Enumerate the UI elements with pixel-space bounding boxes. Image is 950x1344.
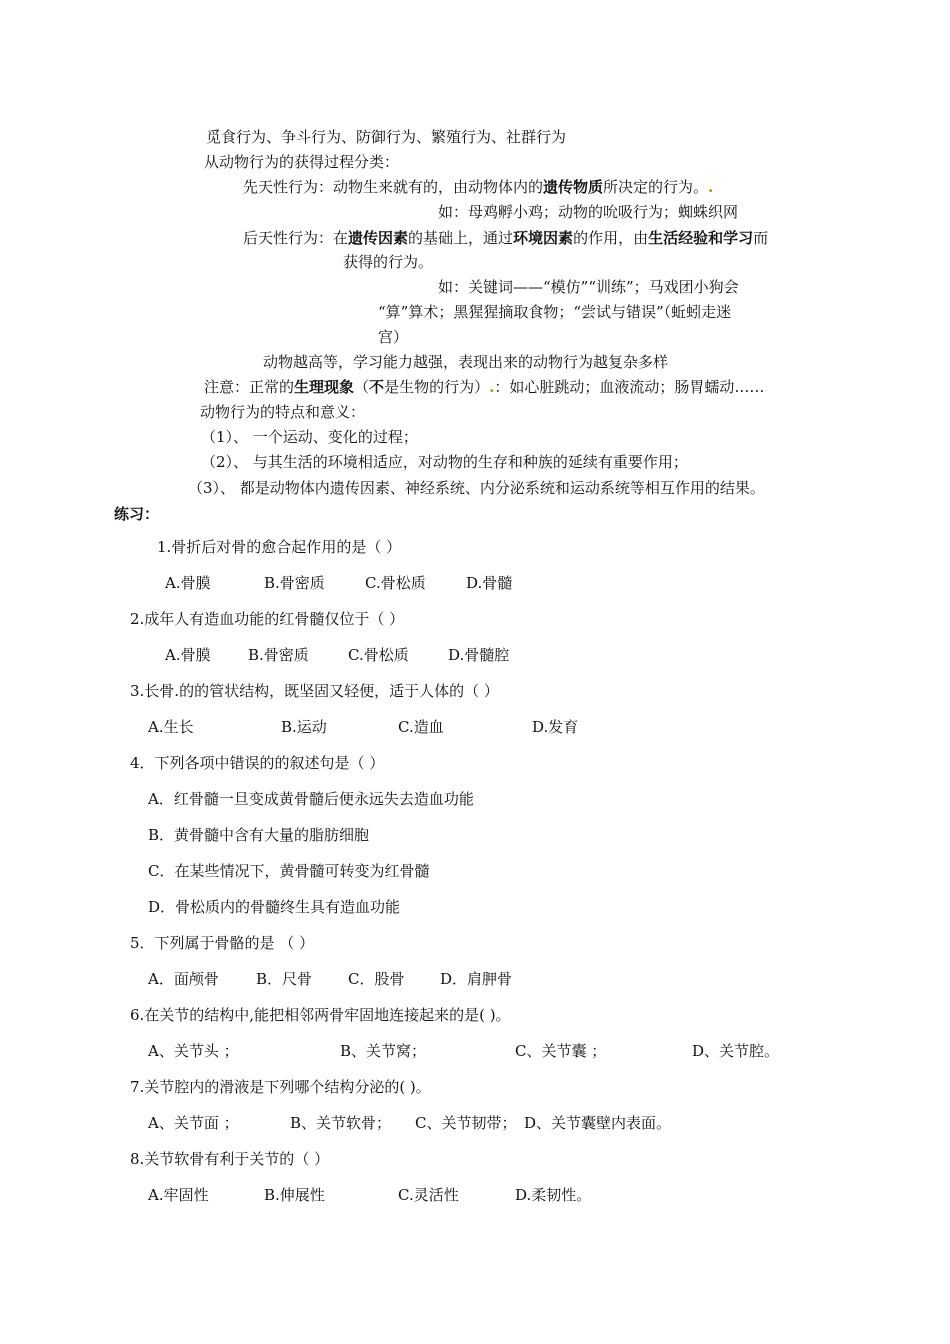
note-bold-not: 不 — [369, 378, 385, 396]
q2-option-d: D.骨髓腔 — [448, 646, 510, 664]
question-1: 1.骨折后对骨的愈合起作用的是（ ） — [157, 538, 402, 556]
question-3: 3.长骨.的的管状结构，既坚固又轻便，适于人体的（ ） — [130, 682, 499, 700]
innate-bold-genetic-material: 遗传物质 — [543, 178, 604, 196]
q3-option-a: A.生长 — [148, 718, 194, 736]
q7-option-d: D、关节囊壁内表面。 — [524, 1114, 672, 1132]
q4-option-c: C．在某些情况下，黄骨髓可转变为红骨髓 — [148, 862, 430, 880]
q6-option-b: B、关节窝； — [340, 1042, 427, 1060]
q7-option-b: B、关节软骨； — [290, 1114, 392, 1132]
behavior-types-line: 觅食行为、争斗行为、防御行为、繁殖行为、社群行为 — [206, 128, 567, 146]
q1-option-a: A.骨膜 — [165, 574, 211, 592]
q2-option-c: C.骨松质 — [348, 646, 409, 664]
note-lead: 注意：正常的 — [204, 378, 295, 396]
q6-option-c: C、关节囊 ； — [515, 1042, 607, 1060]
question-7: 7.关节腔内的滑液是下列哪个结构分泌的( )。 — [130, 1078, 431, 1096]
note-tail: ：如心脏跳动；血液流动；肠胃蠕动…… — [494, 378, 765, 396]
learned-bold-genetic-factors: 遗传因素 — [348, 229, 409, 247]
classification-line: 从动物行为的获得过程分类： — [204, 153, 400, 171]
learned-mid2: 的作用，由 — [573, 229, 649, 247]
question-6: 6.在关节的结构中,能把相邻两骨牢固地连接起来的是( )。 — [130, 1006, 511, 1024]
q5-option-c: C．股骨 — [348, 970, 405, 988]
learned-example-2: “算”算术；黑猩猩摘取食物；“尝试与错误”（蚯蚓走迷 — [378, 303, 732, 321]
learned-bold-experience: 生活经验和学习 — [648, 229, 754, 247]
learned-lead: 后天性行为：在 — [243, 229, 349, 247]
question-5: 5．下列属于骨骼的是 （ ） — [130, 934, 315, 952]
question-4: 4．下列各项中错误的的叙述句是（ ） — [130, 754, 385, 772]
learned-continuation: 获得的行为。 — [343, 253, 434, 271]
learned-behavior-line — [243, 228, 768, 248]
q7-option-c: C、关节韧带； — [415, 1114, 517, 1132]
q5-option-b: B．尺骨 — [256, 970, 313, 988]
note-mark: . — [489, 378, 495, 396]
q1-option-b: B.骨密质 — [264, 574, 325, 592]
question-8: 8.关节软骨有利于关节的（ ） — [130, 1150, 330, 1168]
note-bold-physiology: 生理现象 — [294, 378, 355, 396]
q6-option-d: D、关节腔。 — [692, 1042, 780, 1060]
innate-lead: 先天性行为：动物生来就有的，由动物体内的 — [243, 178, 544, 196]
q1-option-c: C.骨松质 — [365, 574, 426, 592]
question-2: 2.成年人有造血功能的红骨髓仅位于（ ） — [130, 610, 405, 628]
q8-option-d: D.柔韧性。 — [515, 1186, 592, 1204]
q7-option-a: A、关节面 ； — [148, 1114, 239, 1132]
q8-option-c: C.灵活性 — [398, 1186, 459, 1204]
note-mid: 是生物的行为） — [384, 378, 490, 396]
q5-option-a: A．面颅骨 — [148, 970, 219, 988]
q3-option-c: C.造血 — [398, 718, 444, 736]
q2-option-b: B.骨密质 — [248, 646, 309, 664]
note-line — [204, 377, 764, 397]
higher-animals-line: 动物越高等，学习能力越强，表现出来的动物行为越复杂多样 — [263, 353, 669, 371]
q2-option-a: A.骨膜 — [165, 646, 211, 664]
q1-option-d: D.骨髓 — [466, 574, 513, 592]
learned-bold-environment: 环境因素 — [513, 229, 574, 247]
innate-behavior-line — [243, 177, 713, 197]
q4-option-d: D．骨松质内的骨髓终生具有造血功能 — [148, 898, 401, 916]
feature-1: （1）、 一个运动、变化的过程； — [201, 428, 418, 446]
note-paren: （ — [354, 378, 370, 396]
q6-option-a: A、关节头 ； — [148, 1042, 239, 1060]
q3-option-d: D.发育 — [532, 718, 579, 736]
learned-mid1: 的基础上，通过 — [408, 229, 514, 247]
feature-2: （2）、 与其生活的环境相适应，对动物的生存和种族的延续有重要作用； — [201, 453, 688, 471]
features-title: 动物行为的特点和意义： — [200, 403, 366, 421]
q8-option-b: B.伸展性 — [264, 1186, 325, 1204]
learned-example-3: 宫） — [378, 328, 409, 346]
learned-tail: 而 — [753, 229, 769, 247]
innate-example: 如：母鸡孵小鸡；动物的吮吸行为；蜘蛛织网 — [438, 203, 739, 221]
q4-option-b: B．黄骨髓中含有大量的脂肪细胞 — [148, 826, 370, 844]
q4-option-a: A．红骨髓一旦变成黄骨髓后便永远失去造血功能 — [148, 790, 474, 808]
q3-option-b: B.运动 — [281, 718, 327, 736]
innate-mark: . — [708, 178, 714, 196]
q5-option-d: D．肩胛骨 — [440, 970, 513, 988]
learned-example-1: 如：关键词——“模仿”“训练”；马戏团小狗会 — [438, 278, 739, 296]
innate-tail: 所决定的行为。 — [603, 178, 709, 196]
exercise-title: 练习： — [114, 505, 160, 523]
q8-option-a: A.牢固性 — [148, 1186, 209, 1204]
feature-3: （3）、 都是动物体内遗传因素、神经系统、内分泌系统和运动系统等相互作用的结果。 — [188, 479, 765, 497]
